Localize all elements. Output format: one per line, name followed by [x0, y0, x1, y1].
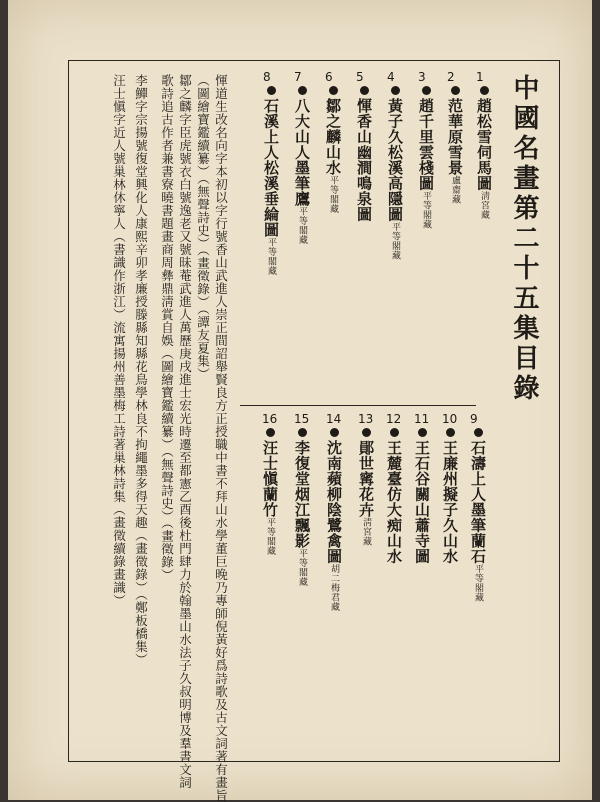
entry-title: 王麓臺仿大痴山水 [385, 440, 403, 564]
document-page [8, 0, 592, 800]
lower-entry [292, 428, 313, 587]
upper-entry-number: 3 [418, 70, 426, 84]
entry-collection: 平等閣藏 [390, 222, 400, 260]
bullet-icon [329, 86, 338, 95]
lower-entry-number: 15 [294, 412, 310, 426]
entry-collection: 平等閣藏 [265, 517, 275, 556]
entry-title: 趙松雪伺馬圖 [475, 98, 493, 191]
bullet-icon [267, 86, 276, 95]
upper-entry [445, 86, 466, 204]
bullet-icon [298, 428, 307, 437]
bullet-icon [390, 428, 399, 437]
lower-entry-number: 12 [386, 412, 402, 426]
entry-title: 惲香山幽澗鳴泉圖 [355, 98, 373, 222]
entry-collection: 平等閣藏 [297, 548, 307, 587]
upper-entry-number: 1 [476, 70, 484, 84]
entry-title: 石溪上人松溪垂綸圖 [262, 98, 280, 238]
bullet-icon [451, 86, 460, 95]
lower-entry-number: 11 [414, 412, 430, 426]
entry-title: 趙千里雲棧圖 [417, 98, 435, 191]
entry-title: 鄖世寗花卉 [357, 440, 375, 518]
upper-entry [474, 86, 495, 220]
lower-entry [356, 428, 377, 546]
upper-entry [261, 86, 282, 276]
entry-collection: 平等閣藏 [473, 564, 483, 602]
bio-column: 惲道生改名向字本初以字行號香山武進人崇正間詔舉賢良方正授職中書不拜山水學董巨晚乃專師倪黃好爲詩歌及古文詞著有畫旨 [213, 74, 229, 802]
page-title: 中國名畫第二十五集目錄 [509, 74, 539, 404]
bullet-icon [360, 86, 369, 95]
entry-title: 沈南蘋柳陰鷺禽圖 [325, 440, 343, 564]
lower-entry [412, 428, 433, 564]
lower-entry-number: 9 [470, 412, 478, 426]
entry-collection: 胡二梅君藏 [329, 564, 339, 612]
entry-collection: 平等閣藏 [328, 175, 338, 214]
entry-title: 汪士愼蘭竹 [261, 440, 279, 518]
entry-collection: 平等閣藏 [421, 191, 431, 229]
bullet-icon [446, 428, 455, 437]
bio-column: 汪士愼字近人號巢林休寧人（書識作浙江）流寓揚州善墨梅工詩著巢林詩集（畫徵續錄畫識） [111, 74, 127, 607]
upper-entry-number: 7 [294, 70, 302, 84]
upper-entry-number: 2 [447, 70, 455, 84]
entry-title: 鄒之麟山水 [324, 98, 342, 176]
bullet-icon [362, 428, 371, 437]
bullet-icon [391, 86, 400, 95]
upper-entry [385, 86, 406, 260]
lower-entry-number: 10 [442, 412, 458, 426]
entry-title: 王廉州擬子久山水 [441, 440, 459, 564]
upper-entry-number: 6 [325, 70, 333, 84]
lower-entry [324, 428, 345, 612]
lower-entry [440, 428, 461, 564]
lower-entry-number: 16 [262, 412, 278, 426]
bullet-icon [266, 428, 275, 437]
upper-entry [416, 86, 437, 229]
entry-title: 李復堂烟江飄影 [293, 440, 311, 549]
bio-column: 歌詩追古作者兼書寮曉書題畫商周彝鼎淸賞自娛（圖繪寶鑑續纂）（無聲詩史）（畫徵錄） [159, 74, 175, 582]
bullet-icon [330, 428, 339, 437]
bio-column: （圖繪寶鑑續纂）（無聲詩史）（畫徵錄）（譚友夏集） [195, 74, 211, 381]
entry-collection: 淸宮藏 [361, 517, 371, 546]
lower-entry-number: 13 [358, 412, 374, 426]
entry-collection: 盧齋藏 [450, 175, 460, 204]
bullet-icon [422, 86, 431, 95]
bio-column: 鄒之麟字臣虎號衣白號逸老又號昧菴武進人萬歷庚戌進士宏光時遷至都憲乙酉後杜門肆力於翰墨山水法子久叔明博及羣書文詞 [177, 74, 193, 789]
bullet-icon [480, 86, 489, 95]
upper-entry-number: 4 [387, 70, 395, 84]
lower-entry [468, 428, 489, 602]
entry-collection: 淸宮藏 [479, 191, 489, 220]
entry-collection: 平等閣藏 [266, 237, 276, 276]
lower-entry-number: 14 [326, 412, 342, 426]
entry-title: 王石谷關山蕭寺圖 [413, 440, 431, 564]
upper-entry [292, 86, 313, 245]
entry-title: 八大山人墨筆鷹 [293, 98, 311, 207]
entry-title: 石濤上人墨筆蘭石 [469, 440, 487, 564]
lower-entry [260, 428, 281, 556]
bullet-icon [418, 428, 427, 437]
entry-title: 黃子久松溪高隱圖 [386, 98, 404, 222]
upper-entry [354, 86, 375, 222]
upper-entry-number: 8 [263, 70, 271, 84]
section-divider [240, 405, 476, 406]
upper-entry [323, 86, 344, 214]
lower-entry [384, 428, 405, 564]
entry-title: 范華原雪景 [446, 98, 464, 176]
bullet-icon [298, 86, 307, 95]
bullet-icon [474, 428, 483, 437]
entry-collection: 平等閣藏 [297, 206, 307, 245]
bio-column: 李鱓字宗揚號復堂興化人康熙辛卯孝廉授滕縣知縣花鳥學林良不拘繩墨多得天趣（畫徵錄）（鄭板橋集） [133, 74, 149, 666]
upper-entry-number: 5 [356, 70, 364, 84]
